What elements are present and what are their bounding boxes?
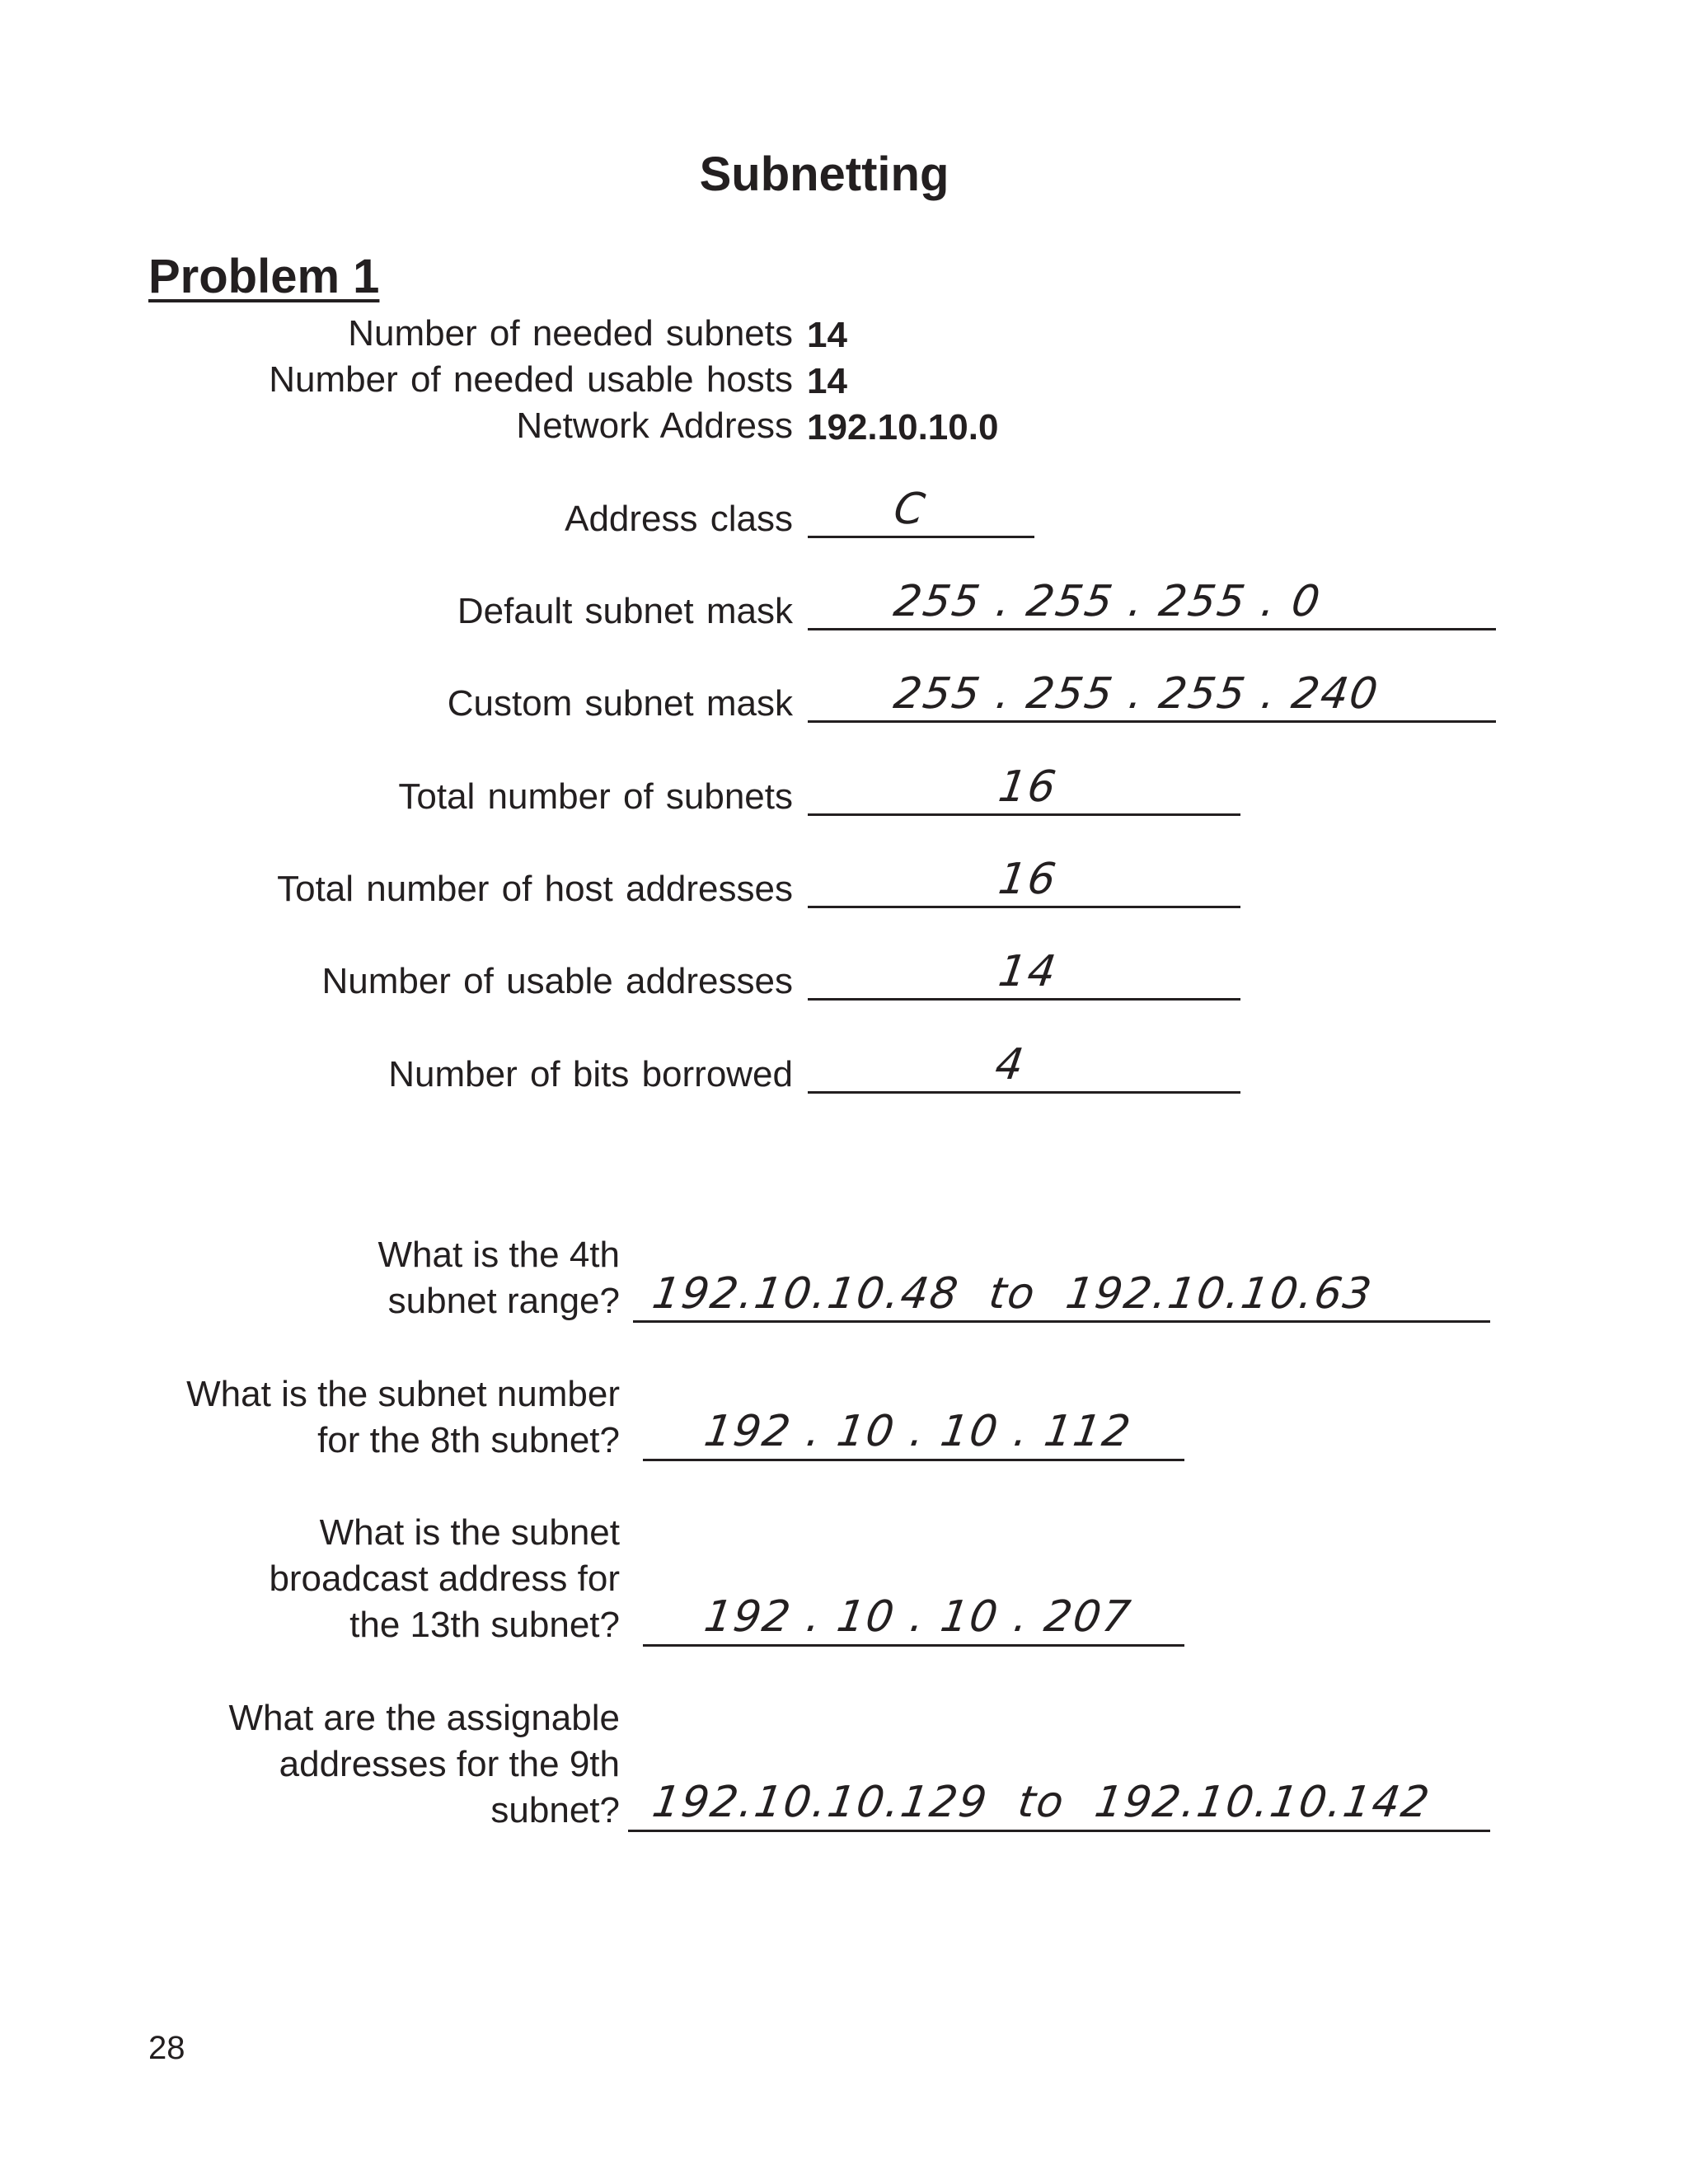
question-9th-assignable-answer: 192.10.10.129 to 192.10.10.142 [649, 1778, 1434, 1827]
usable-addresses-answer: 14 [995, 947, 1061, 996]
default-mask-line [808, 628, 1496, 630]
question-4th-range [378, 1232, 620, 1324]
bits-borrowed-line [808, 1091, 1240, 1094]
bits-borrowed-label: Number of bits borrowed [388, 1054, 793, 1094]
total-subnets-line [808, 813, 1240, 816]
question-line: for the 8th subnet? [317, 1420, 620, 1460]
question-line: What is the 4th [377, 1235, 620, 1275]
given-value-subnets: 14 [807, 315, 847, 355]
problem-heading: Problem 1 [148, 250, 380, 303]
default-mask-answer: 255 . 255 . 255 . 0 [890, 577, 1325, 626]
usable-addresses-line [808, 998, 1240, 1001]
page-title: Subnetting [699, 148, 950, 201]
question-8th-subnet-line [643, 1459, 1184, 1461]
question-13th-broadcast-answer: 192 . 10 . 10 . 207 [701, 1592, 1135, 1642]
page-number: 28 [148, 2030, 185, 2066]
default-mask-label: Default subnet mask [457, 591, 793, 631]
total-hosts-line [808, 906, 1240, 908]
custom-mask-answer: 255 . 255 . 255 . 240 [890, 669, 1382, 719]
question-9th-assignable-line [628, 1830, 1490, 1832]
address-class-answer: C [890, 485, 930, 534]
given-label-subnets: Number of needed subnets [348, 313, 793, 354]
question-line: subnet? [490, 1790, 620, 1830]
question-line: What are the assignable [228, 1698, 620, 1738]
question-line: What is the subnet number [186, 1374, 620, 1414]
total-subnets-label: Total number of subnets [398, 776, 793, 817]
custom-mask-label: Custom subnet mask [447, 683, 793, 724]
given-value-network: 192.10.10.0 [807, 407, 999, 448]
question-line: addresses for the 9th [279, 1744, 620, 1784]
question-9th-assignable [228, 1695, 620, 1834]
question-4th-range-answer: 192.10.10.48 to 192.10.10.63 [649, 1269, 1376, 1319]
total-hosts-answer: 16 [995, 855, 1061, 904]
address-class-label: Address class [565, 499, 793, 539]
question-8th-subnet [186, 1371, 620, 1464]
question-line: the 13th subnet? [349, 1605, 620, 1645]
question-8th-subnet-answer: 192 . 10 . 10 . 112 [701, 1407, 1135, 1456]
address-class-line [808, 536, 1034, 538]
given-label-hosts: Number of needed usable hosts [269, 359, 793, 400]
usable-addresses-label: Number of usable addresses [321, 961, 793, 1001]
question-line: What is the subnet [319, 1512, 620, 1553]
total-hosts-label: Total number of host addresses [277, 869, 793, 909]
question-line: broadcast address for [269, 1558, 620, 1599]
question-13th-broadcast [269, 1510, 620, 1648]
custom-mask-line [808, 720, 1496, 723]
bits-borrowed-answer: 4 [992, 1040, 1029, 1090]
question-line: subnet range? [387, 1281, 620, 1321]
question-13th-broadcast-line [643, 1644, 1184, 1647]
given-value-hosts: 14 [807, 361, 847, 401]
total-subnets-answer: 16 [995, 762, 1061, 812]
question-4th-range-line [633, 1320, 1490, 1323]
given-label-network: Network Address [516, 405, 793, 446]
